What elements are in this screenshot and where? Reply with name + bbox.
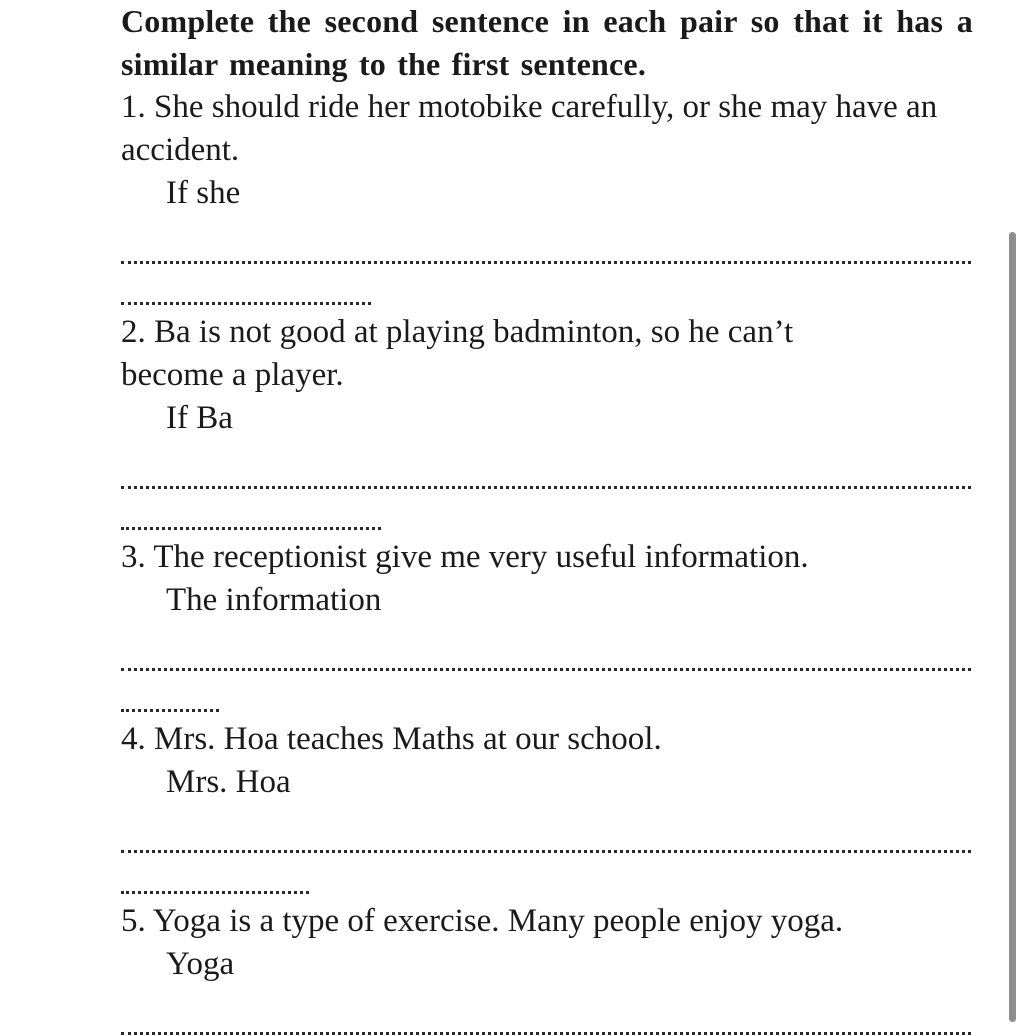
question-prompt: 4. Mrs. Hoa teaches Maths at our school.: [121, 721, 662, 757]
exercise-2: [121, 311, 973, 530]
question-prompt: 3. The receptionist give me very useful information.: [121, 539, 809, 575]
sentence-starter: The information: [166, 582, 382, 618]
answer-line-continuation: [121, 861, 309, 894]
vertical-scrollbar[interactable]: [1009, 232, 1016, 1022]
answer-line: [121, 231, 971, 264]
sentence-starter: If she: [166, 175, 241, 211]
exercise-4: [121, 718, 973, 894]
sentence-starter: Yoga: [166, 946, 235, 982]
answer-line: [121, 456, 971, 489]
sentence-starter: If Ba: [166, 400, 233, 436]
answer-line: [121, 820, 971, 853]
instruction-text: Complete the second sentence in each pair so that it has a similar meaning to the first sentence.: [121, 3, 973, 82]
exercise-1: [121, 86, 973, 305]
exercise-3: [121, 536, 973, 712]
question-prompt: 1. She should ride her motobike carefully, or she may have an accident.: [121, 89, 938, 168]
sentence-starter: Mrs. Hoa: [166, 764, 291, 800]
question-prompt: 5. Yoga is a type of exercise. Many people enjoy yoga.: [121, 903, 844, 939]
answer-line: [121, 638, 971, 671]
answer-line-continuation: [121, 679, 219, 712]
answer-line: [121, 1002, 971, 1035]
answer-line-continuation: [121, 272, 371, 305]
worksheet: [121, 0, 973, 1035]
question-prompt: 2. Ba is not good at playing badminton, so he can’t become a player.: [121, 314, 794, 393]
answer-line-continuation: [121, 497, 381, 530]
